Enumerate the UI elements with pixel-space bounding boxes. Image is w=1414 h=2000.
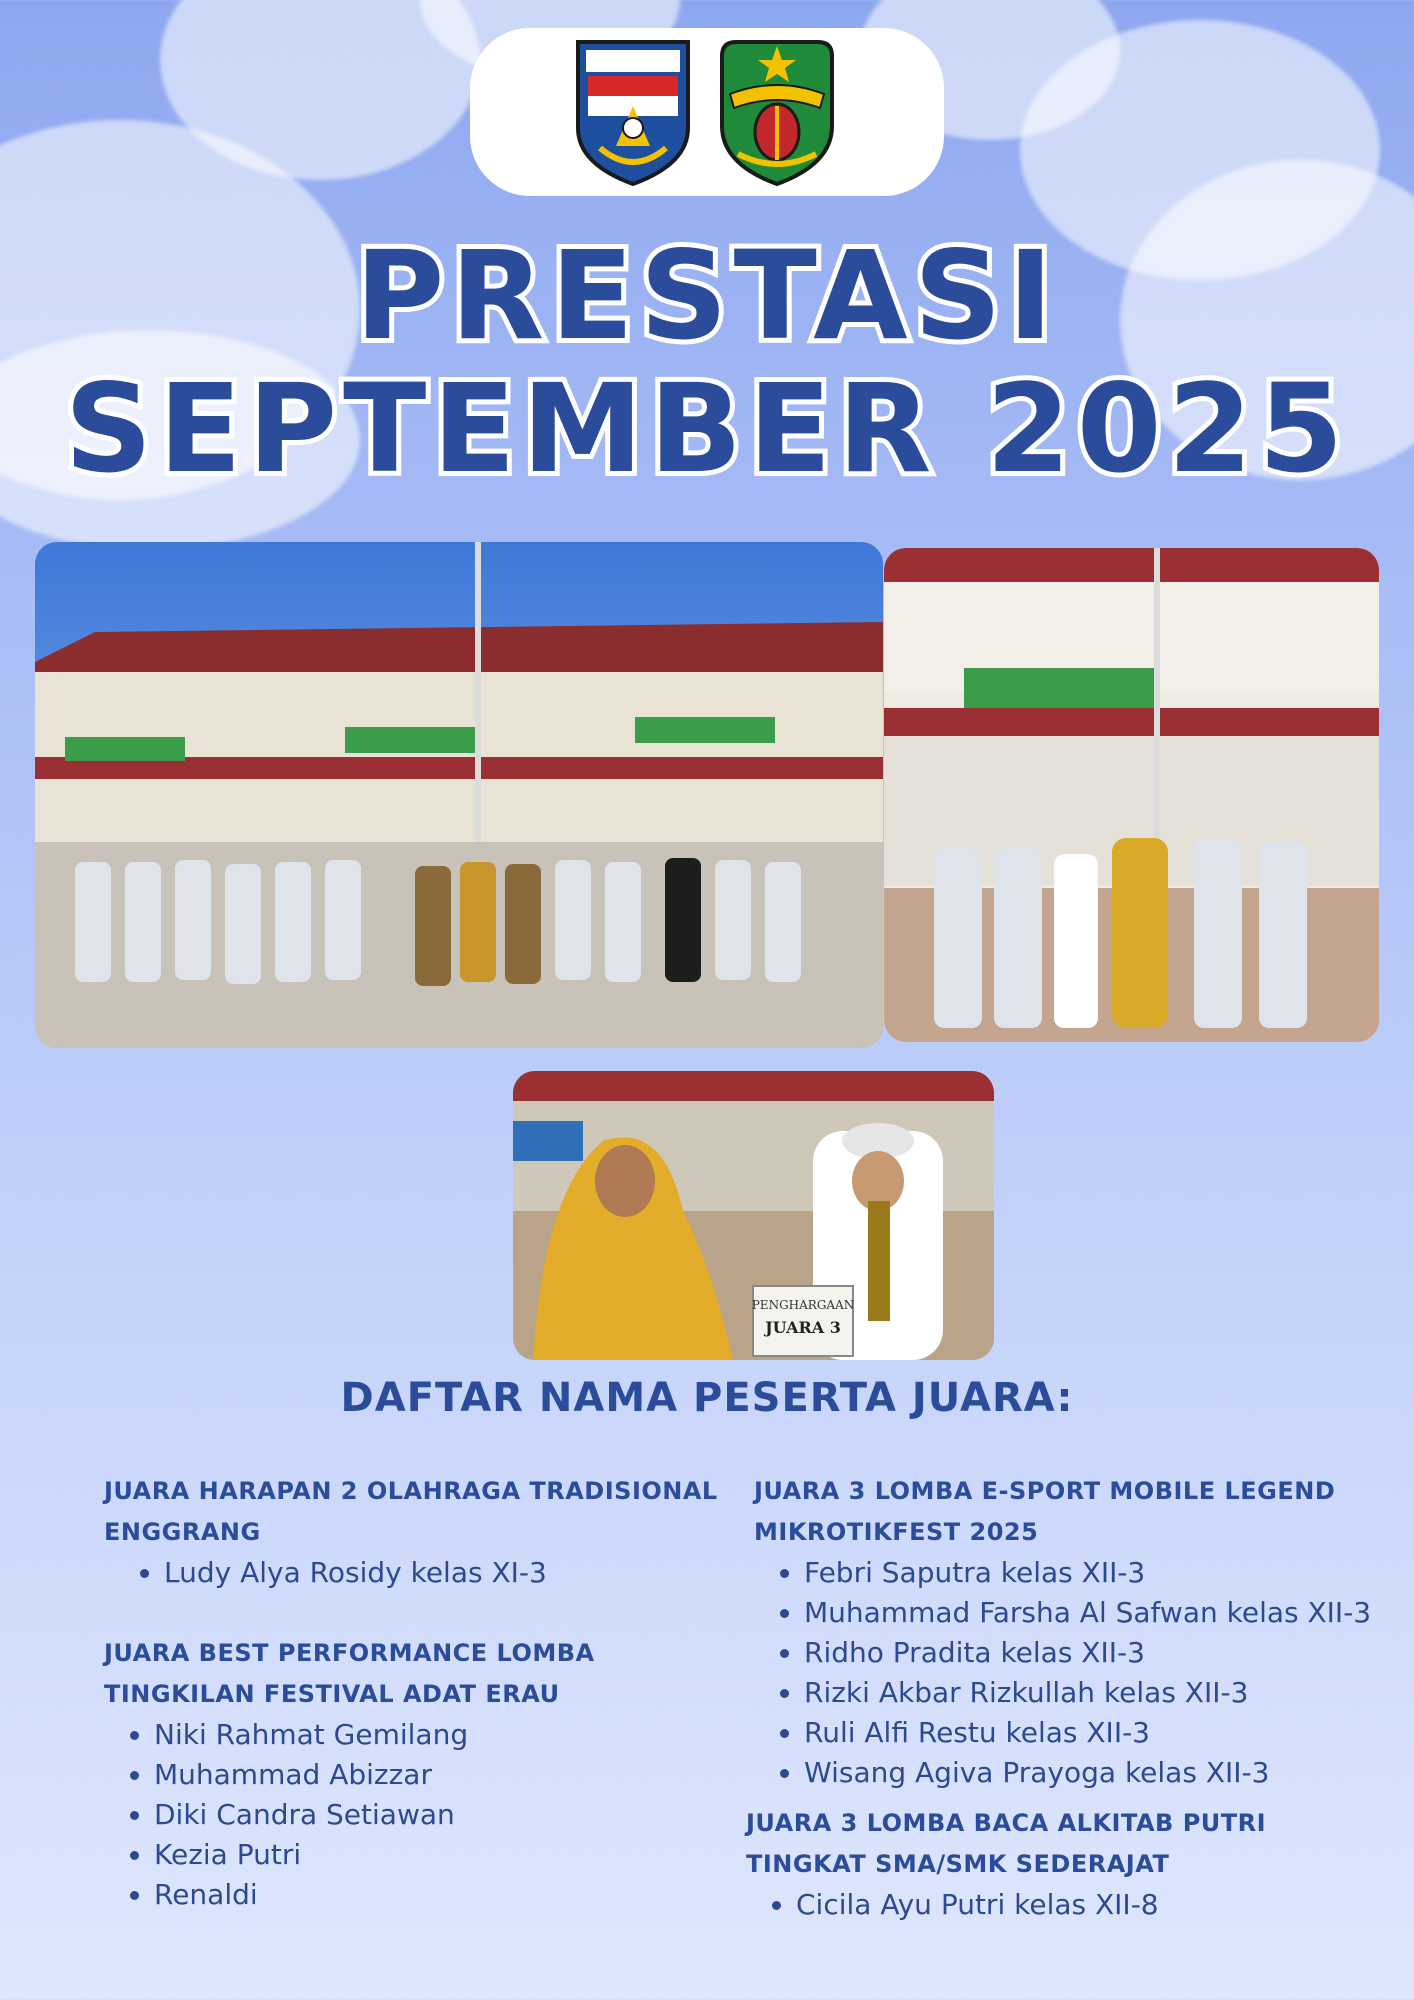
- winner-list: [104, 1715, 724, 1915]
- category-block: [746, 1803, 1394, 1925]
- winner-name: • Cicila Ayu Putri kelas XII-8: [796, 1885, 1394, 1925]
- winners-right-column: [746, 1471, 1394, 1925]
- category-title: JUARA BEST PERFORMANCE LOMBA TINGKILAN FESTIVAL ADAT ERAU: [104, 1639, 595, 1708]
- winner-name: • Kezia Putri: [154, 1835, 724, 1875]
- winner-name: • Niki Rahmat Gemilang: [154, 1715, 724, 1755]
- winner-list: [754, 1553, 1394, 1793]
- winner-name: • Muhammad Farsha Al Safwan kelas XII-3: [804, 1593, 1394, 1633]
- page-title-line2: SEPTEMBER 2025: [64, 358, 1350, 500]
- winner-list: [746, 1885, 1394, 1925]
- certificate-rank: JUARA 3: [765, 1318, 841, 1337]
- winner-name: • Ludy Alya Rosidy kelas XI-3: [164, 1553, 724, 1593]
- category-title: JUARA 3 LOMBA BACA ALKITAB PUTRI TINGKAT SMA/SMK SEDERAJAT: [746, 1809, 1267, 1878]
- winners-left-column: [104, 1471, 724, 1915]
- sma-negeri-1-tenggarong-crest-icon: [570, 36, 696, 188]
- logo-banner: [470, 28, 944, 196]
- winners-list-heading: DAFTAR NAMA PESERTA JUARA:: [340, 1375, 1074, 1421]
- winner-name: • Ruli Alfi Restu kelas XII-3: [804, 1713, 1394, 1753]
- winner-name: • Febri Saputra kelas XII-3: [804, 1553, 1394, 1593]
- winner-list: [104, 1553, 724, 1593]
- category-block: [104, 1633, 724, 1915]
- category-title: JUARA 3 LOMBA E-SPORT MOBILE LEGEND MIKROTIKFEST 2025: [754, 1477, 1336, 1546]
- winner-name: • Ridho Pradita kelas XII-3: [804, 1633, 1394, 1673]
- photo-winners-with-teachers: [884, 548, 1379, 1042]
- category-block: [754, 1471, 1394, 1793]
- winner-name: • Muhammad Abizzar: [154, 1755, 724, 1795]
- page-title-line1: PRESTASI: [355, 225, 1059, 367]
- winner-name: • Diki Candra Setiawan: [154, 1795, 724, 1835]
- category-title: JUARA HARAPAN 2 OLAHRAGA TRADISIONAL ENGGRANG: [104, 1477, 718, 1546]
- photo-trophy-handover: [513, 1071, 994, 1360]
- photo-group-school-building: [35, 542, 883, 1048]
- winner-name: • Rizki Akbar Rizkullah kelas XII-3: [804, 1673, 1394, 1713]
- winner-name: • Renaldi: [154, 1875, 724, 1915]
- winner-name: • Wisang Agiva Prayoga kelas XII-3: [804, 1753, 1394, 1793]
- kalimantan-timur-crest-icon: [714, 36, 840, 188]
- certificate-label: PENGHARGAAN: [751, 1298, 855, 1312]
- category-block: [104, 1471, 724, 1593]
